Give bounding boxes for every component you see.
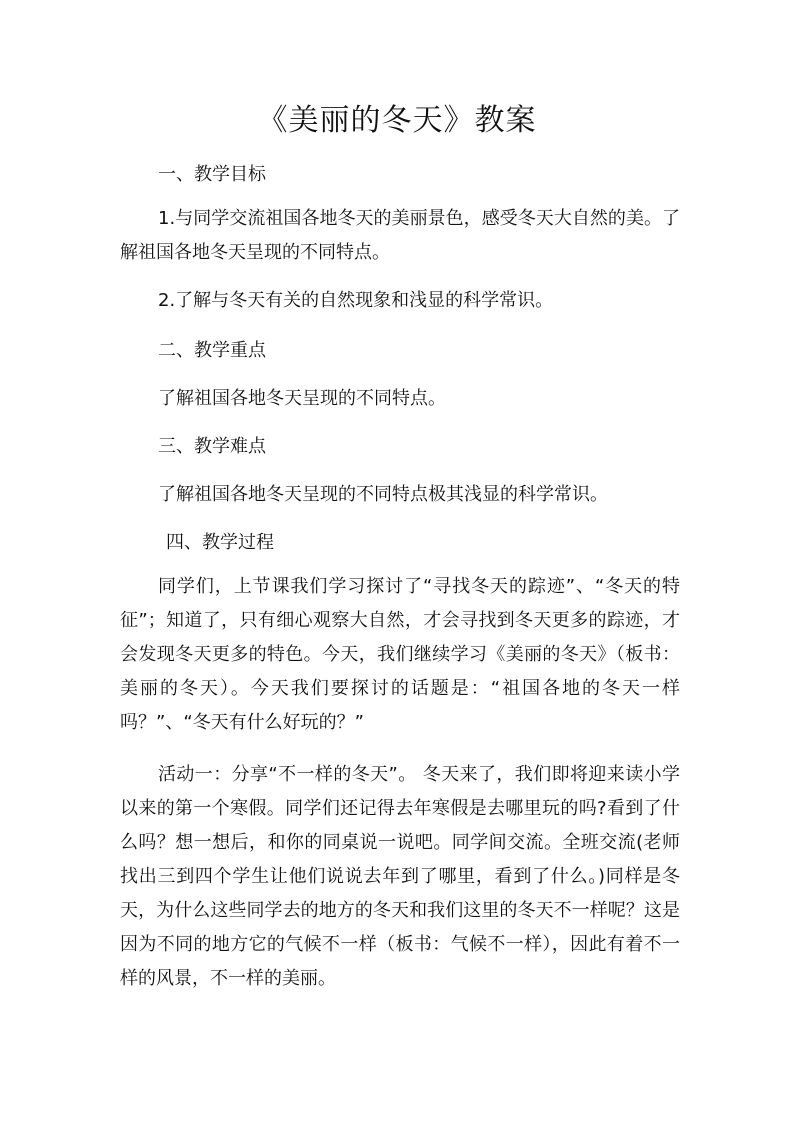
process-paragraph-2: 活动一：分享“不一样的冬天”。 冬天来了，我们即将迎来读小学以来的第一个寒假。同学们还记得去年寒假是去哪里玩的吗?看到了什么吗？想一想后，和你的同桌说一说吧。同学间交流。全班交流(老师找出三到四个学生让他们说说去年到了哪里，看到了什么。)同样是冬天，为什么这些同学去的地方的冬天和我们这里的冬天不一样呢？这是因为不同的地方它的气候不一样（板书：气候不一样），因此有着不一样的风景，不一样的美丽。 [120,764,680,989]
section-heading-key-points: 二、教学重点 [158,340,266,361]
difficulties-text: 了解祖国各地冬天呈现的不同特点极其浅显的科学常识。 [158,484,608,505]
document-title: 《美丽的冬天》教案 [257,103,537,138]
section-heading-difficulties: 三、教学难点 [158,436,266,457]
process-paragraph-1: 同学们，上节课我们学习探讨了“寻找冬天的踪迹”、“冬天的特征”；知道了，只有细心观察大自然，才会寻找到冬天更多的踪迹，才会发现冬天更多的特色。今天，我们继续学习《美丽的冬天》（板书：美丽的冬天）。今天我们要探讨的话题是：“祖国各地的冬天一样吗？”、“冬天有什么好玩的？” [120,576,680,733]
key-points-text: 了解祖国各地冬天呈现的不同特点。 [158,388,446,409]
section-heading-objectives: 一、教学目标 [158,164,266,185]
section-heading-process: 四、教学过程 [166,532,274,553]
objective-item-1: 1.与同学交流祖国各地冬天的美丽景色，感受冬天大自然的美。了解祖国各地冬天呈现的不同特点。 [120,208,680,263]
objective-item-2: 2.了解与冬天有关的自然现象和浅显的科学常识。 [158,290,554,311]
